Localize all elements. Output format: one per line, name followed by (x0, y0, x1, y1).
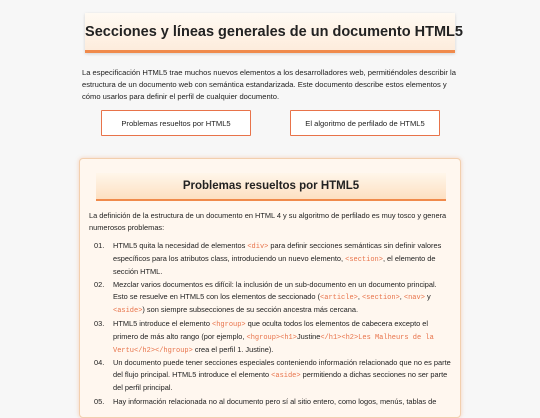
list-item (89, 357, 451, 394)
text-run: , el elemento de sección HTML. (113, 254, 436, 276)
section-header (96, 173, 446, 201)
text-run: que oculta todos los elementos de cabecera excepto el primero de más alto rango (por ejemplo, (113, 319, 429, 341)
code-snippet: </h2></hgroup> (134, 347, 193, 355)
text-run: crea el perfil 1. Justine). (192, 345, 274, 354)
text-run: permitiendo a dichas secciones no ser parte del perfil principal. (113, 370, 448, 392)
list-item (89, 279, 451, 317)
code-snippet: </h1><h2> (320, 334, 359, 342)
code-snippet: Les Malheurs de la Vertu (113, 334, 434, 355)
item-text (113, 357, 451, 394)
code-snippet: <article> (320, 294, 358, 302)
code-snippet: <hgroup> (212, 321, 246, 329)
code-snippet: <aside> (113, 307, 143, 315)
text-run: Hay información relacionada no al documento pero sí al sitio entero, como logos, menús, tablas de (113, 397, 437, 406)
text-run: y (424, 292, 431, 301)
outline-algorithm-button[interactable]: El algoritmo de perfilado de HTML5 (290, 110, 440, 136)
item-text (113, 240, 451, 278)
text-run: Mezclar varios documentos es difícil: la inclusión de un sub-documento en un documento principal. Esto se resuelve en HTML5 con los elementos de seccionado ( (113, 280, 437, 301)
item-text (113, 318, 451, 357)
item-text (113, 279, 451, 317)
list-item (89, 318, 451, 357)
intro-paragraph: La especificación HTML5 trae muchos nuevos elementos a los desarrolladores web, permitiéndoles describir la estructura de un documento web con semántica estandarizada. Este documento describe estos elementos y cómo usarlos para definir el perfil de cualquier documento. (82, 68, 456, 102)
item-number: 02. (94, 280, 105, 289)
item-number: 05. (94, 397, 105, 406)
code-snippet: <hgroup><h1> (246, 334, 297, 342)
code-snippet: <nav> (403, 294, 425, 302)
list-item (89, 396, 451, 408)
text-run: HTML5 introduce el elemento (113, 319, 213, 328)
code-snippet: <section> (345, 256, 383, 264)
problems-solved-button[interactable]: Problemas resueltos por HTML5 (101, 110, 251, 136)
item-number: 01. (94, 241, 105, 250)
text-run: Un documento puede tener secciones especiales conteniendo información relacionado que no es parte del flujo principal. HTML5 introduce el elemento (113, 358, 451, 379)
text-run: , (399, 292, 404, 301)
page-header (85, 13, 463, 53)
item-number: 03. (94, 319, 105, 328)
section-title: Problemas resueltos por HTML5 (182, 180, 360, 192)
section-intro: La definición de la estructura de un documento en HTML 4 y su algoritmo de perfilado es muy tosco y genera numerosos problemas: (89, 211, 447, 232)
text-run: HTML5 quita la necesidad de elementos (113, 241, 248, 250)
code-snippet: <aside> (271, 372, 301, 380)
code-snippet: <section> (361, 294, 400, 302)
problems-section (79, 158, 461, 418)
page-title: Secciones y líneas generales de un documento HTML5 (85, 23, 463, 40)
text-run: ) son siempre subsecciones de su sección ancestra más cercana. (142, 305, 359, 314)
list-item (89, 240, 451, 278)
item-text (113, 396, 451, 408)
item-number: 04. (94, 358, 105, 367)
text-run: para definir secciones semánticas sin definir valores específicos para los atributos class, introduciendo un nuevo elemento, (113, 241, 442, 263)
code-snippet: <div> (247, 243, 269, 251)
text-run: Justine (296, 332, 321, 341)
text-run: , (357, 292, 362, 301)
